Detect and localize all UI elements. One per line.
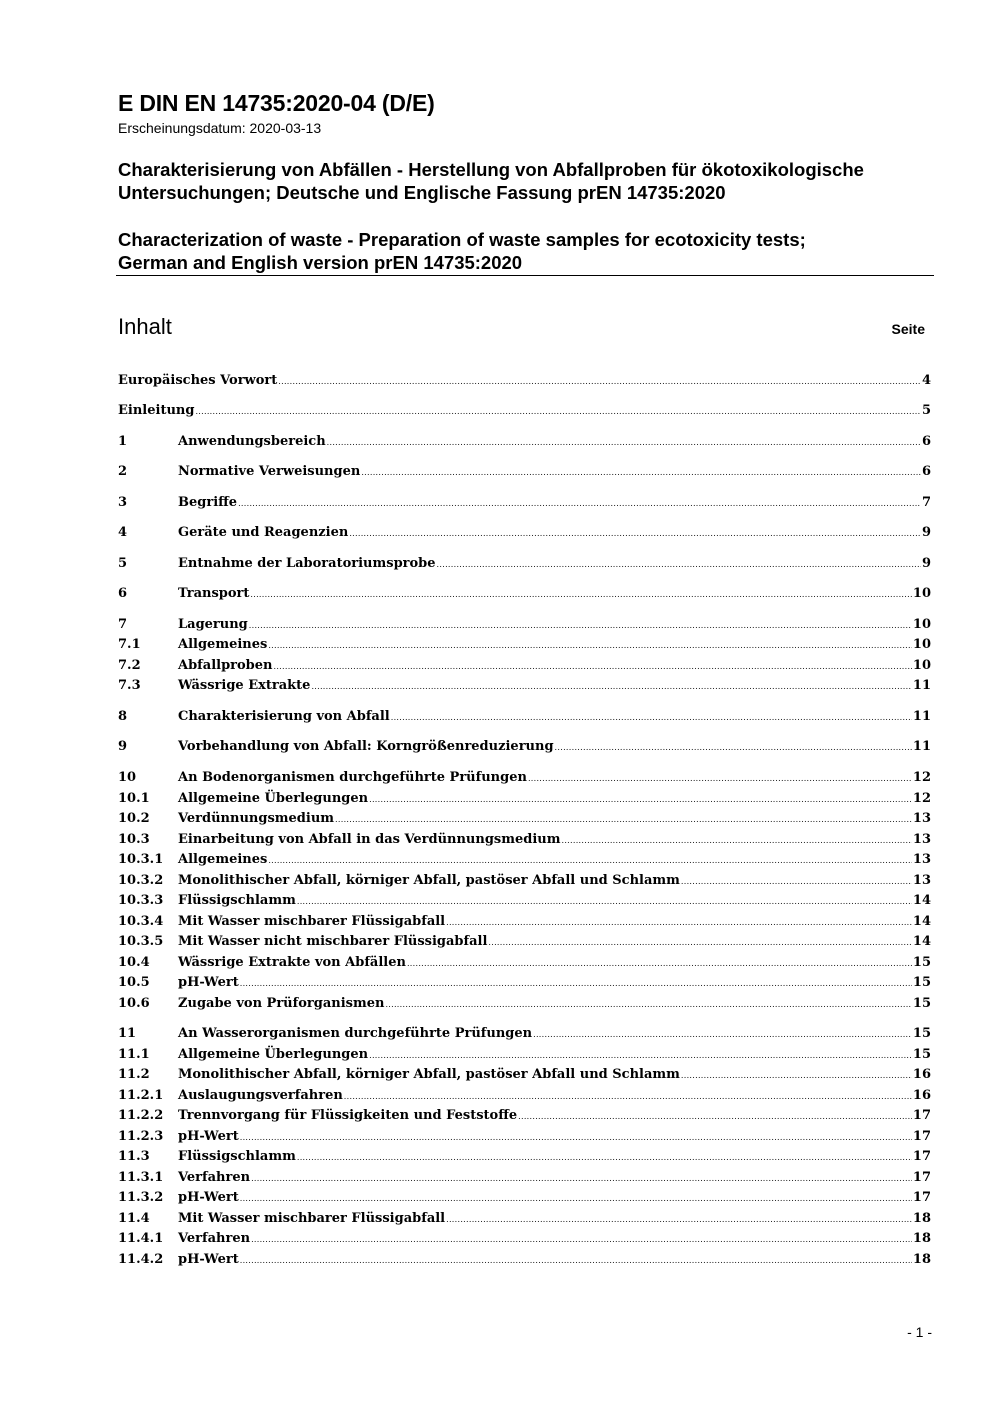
- toc-entry[interactable]: [118, 891, 931, 911]
- toc-leader-dots: [268, 636, 912, 656]
- toc-entry-page: 15: [912, 996, 931, 1011]
- toc-entry-number: 10: [118, 770, 137, 785]
- toc-entry-number: 7.1: [118, 637, 141, 652]
- toc-entry-number: 10.3.3: [118, 893, 164, 908]
- toc-leader-dots: [327, 433, 921, 453]
- toc-entry-page: 6: [921, 434, 931, 449]
- toc-leader-dots: [240, 1189, 912, 1209]
- toc-entry-page: 10: [912, 586, 931, 601]
- toc-entry-number: 6: [118, 586, 128, 601]
- toc-entry-title: Anwendungsbereich: [178, 434, 326, 449]
- toc-entry-number: 11.3.1: [118, 1170, 164, 1185]
- toc-entry[interactable]: [118, 737, 931, 757]
- toc-entry[interactable]: [118, 973, 931, 993]
- toc-leader-dots: [297, 892, 912, 912]
- toc-entry-title: Monolithischer Abfall, körniger Abfall, pastöser Abfall und Schlamm: [178, 1067, 680, 1082]
- toc-entry[interactable]: [118, 994, 931, 1014]
- toc-entry-page: 11: [912, 709, 931, 724]
- toc-entry[interactable]: [118, 1065, 931, 1085]
- toc-leader-dots: [335, 810, 912, 830]
- toc-entry-title: pH-Wert: [178, 1129, 239, 1144]
- toc-leader-dots: [251, 1230, 912, 1250]
- toc-entry-page: 15: [912, 955, 931, 970]
- toc-leader-dots: [369, 1046, 912, 1066]
- toc-page-label: Seite: [891, 321, 925, 337]
- toc-leader-dots: [488, 933, 912, 953]
- toc-entry-title: pH-Wert: [178, 1190, 239, 1205]
- toc-entry-page: 17: [912, 1129, 931, 1144]
- toc-leader-dots: [240, 974, 912, 994]
- toc-entry-title: Einarbeitung von Abfall in das Verdünnungsmedium: [178, 832, 561, 847]
- toc-entry-page: 16: [912, 1088, 931, 1103]
- toc-entry[interactable]: [118, 871, 931, 891]
- toc-leader-dots: [437, 555, 921, 575]
- toc-leader-dots: [446, 913, 912, 933]
- toc-entry-page: 15: [912, 1047, 931, 1062]
- toc-entry[interactable]: [118, 912, 931, 932]
- toc-entry-number: 3: [118, 495, 128, 510]
- toc-entry-number: 11.2: [118, 1067, 150, 1082]
- toc-leader-dots: [344, 1087, 912, 1107]
- toc-leader-dots: [195, 402, 921, 422]
- toc-entry-page: 17: [912, 1149, 931, 1164]
- publication-date: Erscheinungsdatum: 2020-03-13: [118, 120, 322, 136]
- toc-entry-page: 17: [912, 1190, 931, 1205]
- toc-entry[interactable]: [118, 676, 931, 696]
- toc-entry[interactable]: [118, 635, 931, 655]
- toc-entry-number: 11.3: [118, 1149, 150, 1164]
- toc-entry[interactable]: [118, 1086, 931, 1106]
- toc-entry-page: 10: [912, 637, 931, 652]
- toc-entry-title: Normative Verweisungen: [178, 464, 361, 479]
- toc-entry-title: Einleitung: [118, 403, 195, 418]
- toc-entry-number: 11.2.1: [118, 1088, 164, 1103]
- toc-entry-number: 11.4.1: [118, 1231, 164, 1246]
- title-english-line: Characterization of waste - Preparation of waste samples for ecotoxicity tests;: [118, 229, 806, 250]
- toc-leader-dots: [528, 769, 912, 789]
- toc-entry[interactable]: [118, 1045, 931, 1065]
- toc-entry-page: 16: [912, 1067, 931, 1082]
- toc-entry-title: Mit Wasser nicht mischbarer Flüssigabfall: [178, 934, 488, 949]
- toc-entry-page: 9: [921, 525, 931, 540]
- toc-entry-page: 13: [912, 873, 931, 888]
- toc-leader-dots: [240, 1128, 912, 1148]
- toc-leader-dots: [446, 1210, 912, 1230]
- toc-entry-title: Flüssigschlamm: [178, 1149, 296, 1164]
- toc-entry-number: 5: [118, 556, 128, 571]
- toc-entry-page: 14: [912, 914, 931, 929]
- toc-entry[interactable]: [118, 615, 931, 635]
- toc-entry[interactable]: [118, 1250, 931, 1270]
- toc-entry[interactable]: [118, 707, 931, 727]
- toc-leader-dots: [681, 872, 912, 892]
- title-german-line: Charakterisierung von Abfällen - Herstellung von Abfallproben für ökotoxikologische: [118, 159, 864, 180]
- toc-entry-title: An Bodenorganismen durchgeführte Prüfungen: [178, 770, 527, 785]
- toc-leader-dots: [278, 372, 921, 392]
- document-id: E DIN EN 14735:2020-04 (D/E): [118, 90, 435, 116]
- toc-entry-title: Geräte und Reagenzien: [178, 525, 349, 540]
- toc-leader-dots: [268, 851, 912, 871]
- toc-leader-dots: [385, 995, 911, 1015]
- toc-entry-number: 7.2: [118, 658, 141, 673]
- toc-entry-page: 15: [912, 975, 931, 990]
- toc-entry[interactable]: [118, 1127, 931, 1147]
- toc-entry-title: Lagerung: [178, 617, 248, 632]
- toc-leader-dots: [249, 616, 912, 636]
- toc-entry-page: 11: [912, 739, 931, 754]
- toc-entry-title: Allgemeines: [178, 852, 268, 867]
- toc-entry-number: 7: [118, 617, 128, 632]
- toc-entry-title: Begriffe: [178, 495, 238, 510]
- toc-leader-dots: [407, 954, 912, 974]
- toc-entry[interactable]: [118, 1106, 931, 1126]
- toc-entry[interactable]: [118, 830, 931, 850]
- toc-entry[interactable]: [118, 1168, 931, 1188]
- toc-leader-dots: [369, 790, 912, 810]
- toc-entry[interactable]: [118, 554, 931, 574]
- toc-entry-title: Flüssigschlamm: [178, 893, 296, 908]
- toc-entry[interactable]: [118, 584, 931, 604]
- toc-entry-title: Abfallproben: [178, 658, 273, 673]
- toc-entry-title: Entnahme der Laboratoriumsprobe: [178, 556, 436, 571]
- toc-entry-title: Charakterisierung von Abfall: [178, 709, 390, 724]
- toc-entry-number: 9: [118, 739, 128, 754]
- toc-entry-number: 10.3.2: [118, 873, 164, 888]
- toc-entry-title: pH-Wert: [178, 1252, 239, 1267]
- toc-entry[interactable]: [118, 850, 931, 870]
- toc-entry-page: 18: [912, 1231, 931, 1246]
- toc-entry-page: 12: [912, 791, 931, 806]
- toc-entry-number: 11.3.2: [118, 1190, 164, 1205]
- toc-leader-dots: [250, 585, 912, 605]
- toc-entry-title: Europäisches Vorwort: [118, 373, 278, 388]
- toc-entry-title: Allgemeines: [178, 637, 268, 652]
- toc-entry-page: 12: [912, 770, 931, 785]
- toc-leader-dots: [240, 1251, 912, 1271]
- toc-entry-title: Wässrige Extrakte von Abfällen: [178, 955, 406, 970]
- toc-entry[interactable]: [118, 656, 931, 676]
- toc-entry-page: 6: [921, 464, 931, 479]
- toc-entry-number: 10.5: [118, 975, 150, 990]
- toc-entry-number: 10.3.5: [118, 934, 164, 949]
- toc-entry-title: Monolithischer Abfall, körniger Abfall, pastöser Abfall und Schlamm: [178, 873, 680, 888]
- toc-entry-title: Verdünnungsmedium: [178, 811, 335, 826]
- toc-leader-dots: [349, 524, 921, 544]
- toc-entry-number: 10.3.1: [118, 852, 164, 867]
- toc-heading: Inhalt: [118, 314, 172, 339]
- toc-entry-title: pH-Wert: [178, 975, 239, 990]
- toc-entry-page: 14: [912, 893, 931, 908]
- toc-leader-dots: [361, 463, 921, 483]
- toc-entry-number: 8: [118, 709, 128, 724]
- toc-entry-title: Vorbehandlung von Abfall: Korngrößenreduzierung: [178, 739, 554, 754]
- toc-entry[interactable]: [118, 462, 931, 482]
- toc-entry-page: 4: [921, 373, 931, 388]
- toc-entry-title: Verfahren: [178, 1231, 251, 1246]
- toc-entry-title: Trennvorgang für Flüssigkeiten und Feststoffe: [178, 1108, 518, 1123]
- toc-entry-number: 11: [118, 1026, 137, 1041]
- toc-entry-title: Mit Wasser mischbarer Flüssigabfall: [178, 914, 446, 929]
- toc-leader-dots: [391, 708, 912, 728]
- toc-entry-number: 10.1: [118, 791, 150, 806]
- toc-entry-page: 18: [912, 1211, 931, 1226]
- toc-entry-page: 14: [912, 934, 931, 949]
- toc-entry-number: 10.4: [118, 955, 150, 970]
- title-english-line: German and English version prEN 14735:2020: [118, 252, 523, 273]
- toc-entry-number: 1: [118, 434, 128, 449]
- toc-entry-page: 10: [912, 658, 931, 673]
- toc-entry[interactable]: [118, 523, 931, 543]
- toc-entry-page: 15: [912, 1026, 931, 1041]
- toc-entry-title: Zugabe von Prüforganismen: [178, 996, 385, 1011]
- toc-entry-page: 5: [921, 403, 931, 418]
- toc-entry-number: 4: [118, 525, 128, 540]
- table-of-contents: [118, 0, 931, 1403]
- toc-entry-number: 10.3.4: [118, 914, 164, 929]
- toc-entry[interactable]: [118, 953, 931, 973]
- toc-entry-number: 10.3: [118, 832, 150, 847]
- toc-entry[interactable]: [118, 1188, 931, 1208]
- page-number: - 1 -: [907, 1324, 932, 1340]
- title-german-line: Untersuchungen; Deutsche und Englische Fassung prEN 14735:2020: [118, 182, 726, 203]
- toc-entry-title: An Wasserorganismen durchgeführte Prüfungen: [178, 1026, 533, 1041]
- toc-entry-number: 11.4: [118, 1211, 150, 1226]
- toc-entry-number: 10.2: [118, 811, 150, 826]
- toc-leader-dots: [562, 831, 912, 851]
- toc-entry-page: 17: [912, 1170, 931, 1185]
- toc-entry-number: 11.4.2: [118, 1252, 164, 1267]
- toc-entry-title: Mit Wasser mischbarer Flüssigabfall: [178, 1211, 446, 1226]
- toc-entry[interactable]: [118, 932, 931, 952]
- toc-entry-title: Allgemeine Überlegungen: [178, 1047, 369, 1062]
- toc-entry-page: 18: [912, 1252, 931, 1267]
- toc-entry-page: 11: [912, 678, 931, 693]
- toc-leader-dots: [533, 1025, 912, 1045]
- toc-entry-title: Transport: [178, 586, 250, 601]
- toc-entry[interactable]: [118, 1209, 931, 1229]
- toc-entry-page: 7: [921, 495, 931, 510]
- toc-entry-page: 13: [912, 811, 931, 826]
- toc-entry[interactable]: [118, 768, 931, 788]
- toc-entry-page: 13: [912, 832, 931, 847]
- toc-leader-dots: [238, 494, 921, 514]
- toc-entry-number: 7.3: [118, 678, 141, 693]
- toc-leader-dots: [518, 1107, 912, 1127]
- toc-leader-dots: [555, 738, 912, 758]
- toc-entry[interactable]: [118, 432, 931, 452]
- toc-entry-number: 10.6: [118, 996, 150, 1011]
- toc-entry-number: 11.2.3: [118, 1129, 164, 1144]
- toc-entry[interactable]: [118, 809, 931, 829]
- toc-entry-number: 11.1: [118, 1047, 150, 1062]
- toc-entry-number: 11.2.2: [118, 1108, 164, 1123]
- toc-entry-page: 10: [912, 617, 931, 632]
- toc-entry-page: 17: [912, 1108, 931, 1123]
- toc-leader-dots: [311, 677, 911, 697]
- toc-entry-page: 13: [912, 852, 931, 867]
- toc-entry[interactable]: [118, 1024, 931, 1044]
- toc-entry-title: Auslaugungsverfahren: [178, 1088, 343, 1103]
- toc-entry[interactable]: [118, 401, 931, 421]
- toc-entry-title: Wässrige Extrakte: [178, 678, 311, 693]
- toc-entry-number: 2: [118, 464, 128, 479]
- toc-leader-dots: [681, 1066, 912, 1086]
- toc-entry[interactable]: [118, 1147, 931, 1167]
- toc-leader-dots: [251, 1169, 912, 1189]
- toc-entry[interactable]: [118, 1229, 931, 1249]
- toc-entry[interactable]: [118, 493, 931, 513]
- toc-entry-title: Allgemeine Überlegungen: [178, 791, 369, 806]
- toc-entry-page: 9: [921, 556, 931, 571]
- toc-leader-dots: [274, 657, 912, 677]
- toc-entry[interactable]: [118, 789, 931, 809]
- toc-entry[interactable]: [118, 371, 931, 391]
- toc-leader-dots: [297, 1148, 912, 1168]
- toc-entry-title: Verfahren: [178, 1170, 251, 1185]
